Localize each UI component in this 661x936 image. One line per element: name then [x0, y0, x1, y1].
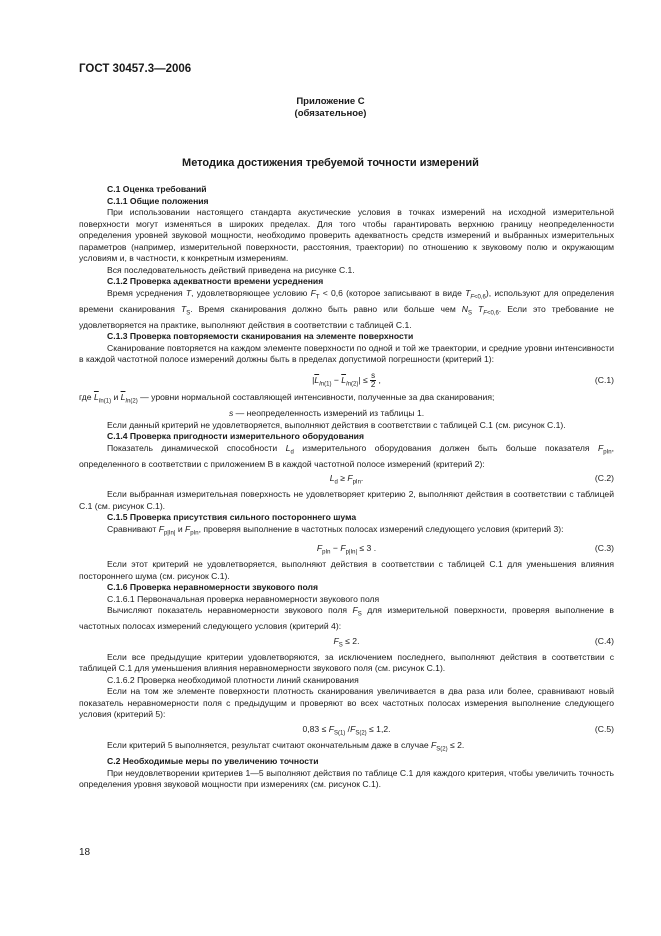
paragraph: Если этот критерий не удовлетворяется, выполняют действия в соответствии с таблицей С.1 для уменьшения влияния постороннего шума (см. рисунок С.1). — [79, 559, 614, 581]
page-number: 18 — [79, 847, 91, 858]
section-heading: С.1 Оценка требований — [107, 184, 207, 194]
paragraph: Если критерий 5 выполняется, результат считают окончательным даже в случае $F_{S(2)} \le 2$. — [107, 739, 465, 753]
document-body — [79, 184, 614, 791]
paragraph: s — неопределенность измерений из таблицы 1. — [229, 408, 425, 419]
section-heading: С.1.6 Проверка неравномерности звукового поля — [107, 582, 319, 593]
paragraph: Вся последовательность действий приведена на рисунке С.1. — [107, 264, 355, 275]
paragraph: При использовании настоящего стандарта акустические условия в точках измерений на исходной измерительной поверхности могут изменяться в широких пределах. Для того чтобы гарантировать верхнюю границу неопределенности определения уровней звуковой мощности, необходимо проверить адекватность средств измерений и выбранных измерительных параметров (например, измерительной поверхности, расстояния, траектории) по отношению к звуковому полю и окружающим условиям и, в частности, к конкретным измерениям. — [79, 207, 614, 263]
paragraph: Если все предыдущие критерии удовлетворяются, за исключением последнего, выполняют действия в соответствии с таблицей С.1 для уменьшения влияния неравномерности звукового поля (см. рисунок С.1). — [79, 651, 614, 674]
equation-c3 — [79, 540, 614, 559]
equation-formula: $F_S \le 2$. — [333, 635, 360, 649]
paragraph: Сравнивают $F_{p|In|}$ и $F_{pIn}$, проверяя выполнение в частотных полосах измерений следующего условия (критерий 3): — [107, 523, 564, 537]
equation-number: (С.1) — [594, 374, 614, 385]
equation-formula: $L_d \ge F_{pIn}$. — [329, 473, 364, 487]
paragraph: Если данный критерий не удовлетворяется, выполняют действия в соответствии с таблицей С.1 (см. рисунок С.1). — [107, 419, 566, 430]
paragraph: Сканирование повторяется на каждом элементе поверхности по одной и той же траектории, и средние уровни интенсивности в каждой частотной полосе измерений должны быть в пределах допустимой погрешности (критерий 1): — [79, 342, 614, 365]
subsection-heading: С.1.6.1 Первоначальная проверка неравномерности звукового поля — [107, 593, 380, 604]
section-heading: С.1.5 Проверка присутствия сильного постороннего шума — [107, 512, 357, 523]
paragraph: Вычисляют показатель неравномерности звукового поля $F_S$ для измерительной поверхности, проверяя выполнение в частотных полосах измерений следующего условия (критерий 4): — [79, 605, 614, 632]
equation-number: (С.2) — [594, 473, 614, 484]
equation-c2 — [79, 470, 614, 489]
equation-formula: $0,83 \le F_{S(1)}$ $/F_{S(2)} \le 1,2$. — [302, 723, 391, 737]
equation-c5 — [79, 721, 614, 740]
equation-number: (С.5) — [594, 723, 614, 734]
section-heading: С.1.4 Проверка пригодности измерительного оборудования — [107, 431, 364, 442]
paragraph: Если на том же элементе поверхности плотность сканирования увеличивается в два раза или более, сравнивают новый показатель неравномерности поля с предыдущим и проверяют во всех частотных полосах измерения выполнение следующего условия (критерий 5): — [79, 686, 614, 720]
equation-formula: $|\overline{L}_{In(1)} - \overline{L}_{In(2)}|$ ≤ $\frac{s}{2}$ , — [312, 370, 381, 389]
appendix-status: (обязательное) — [294, 108, 367, 119]
paragraph: Показатель динамической способности $L_d$ измерительного оборудования должен быть больше показателя $F_{pIn}$, определенного в соответствии с приложением В в каждой частотной полосе измерений (критерий 2): — [79, 442, 614, 469]
section-heading: С.2 Необходимые меры по увеличению точности — [107, 756, 319, 767]
equation-formula: $F_{pIn} - F_{p|In|} \le 3$ . — [316, 543, 377, 556]
section-heading: С.1.3 Проверка повторяемости сканирования на элементе поверхности — [107, 331, 414, 342]
subsection-heading: С.1.6.2 Проверка необходимой плотности линий сканирования — [107, 674, 359, 685]
main-title: Методика достижения требуемой точности измерений — [182, 157, 479, 169]
equation-number: (С.4) — [594, 635, 614, 646]
paragraph: где $\overline{L}_{In(1)}$ и $\overline{L}_{In(2)}$ — уровни нормальной составляющей интенсивности, полученные за два сканирования; — [79, 391, 495, 405]
section-heading: С.1.1 Общие положения — [107, 195, 209, 206]
paragraph: Если выбранная измерительная поверхность не удовлетворяет критерию 2, выполняют действия в соответствии с таблицей С.1 (см. рисунок С.1). — [79, 489, 614, 511]
standard-header: ГОСТ 30457.3—2006 — [79, 63, 192, 75]
paragraph: Время усреднения T, удовлетворяющее условию $F_T < 0,6$ (которое записывают в виде $T_{F<0,6}$), используют для определения времени сканирования $T_S$. Время сканирования должно быть равно или больше чем $N_S$ $T_{F<0,6}$. Если это требование не удовлетворяется на практике, выполняют действия в соответствии с таблицей С.1. — [79, 287, 615, 330]
paragraph: При неудовлетворении критериев 1—5 выполняют действия по таблице С.1 для каждого критерия, чтобы увеличить точность определения уровня звуковой мощности при измерениях (см. рисунок С.1). — [79, 767, 614, 790]
appendix-title: Приложение С — [296, 96, 365, 107]
equation-c4 — [79, 633, 614, 652]
equation-c1 — [79, 366, 614, 392]
section-heading: С.1.2 Проверка адекватности времени усреднения — [107, 276, 324, 286]
equation-number: (С.3) — [594, 543, 614, 554]
